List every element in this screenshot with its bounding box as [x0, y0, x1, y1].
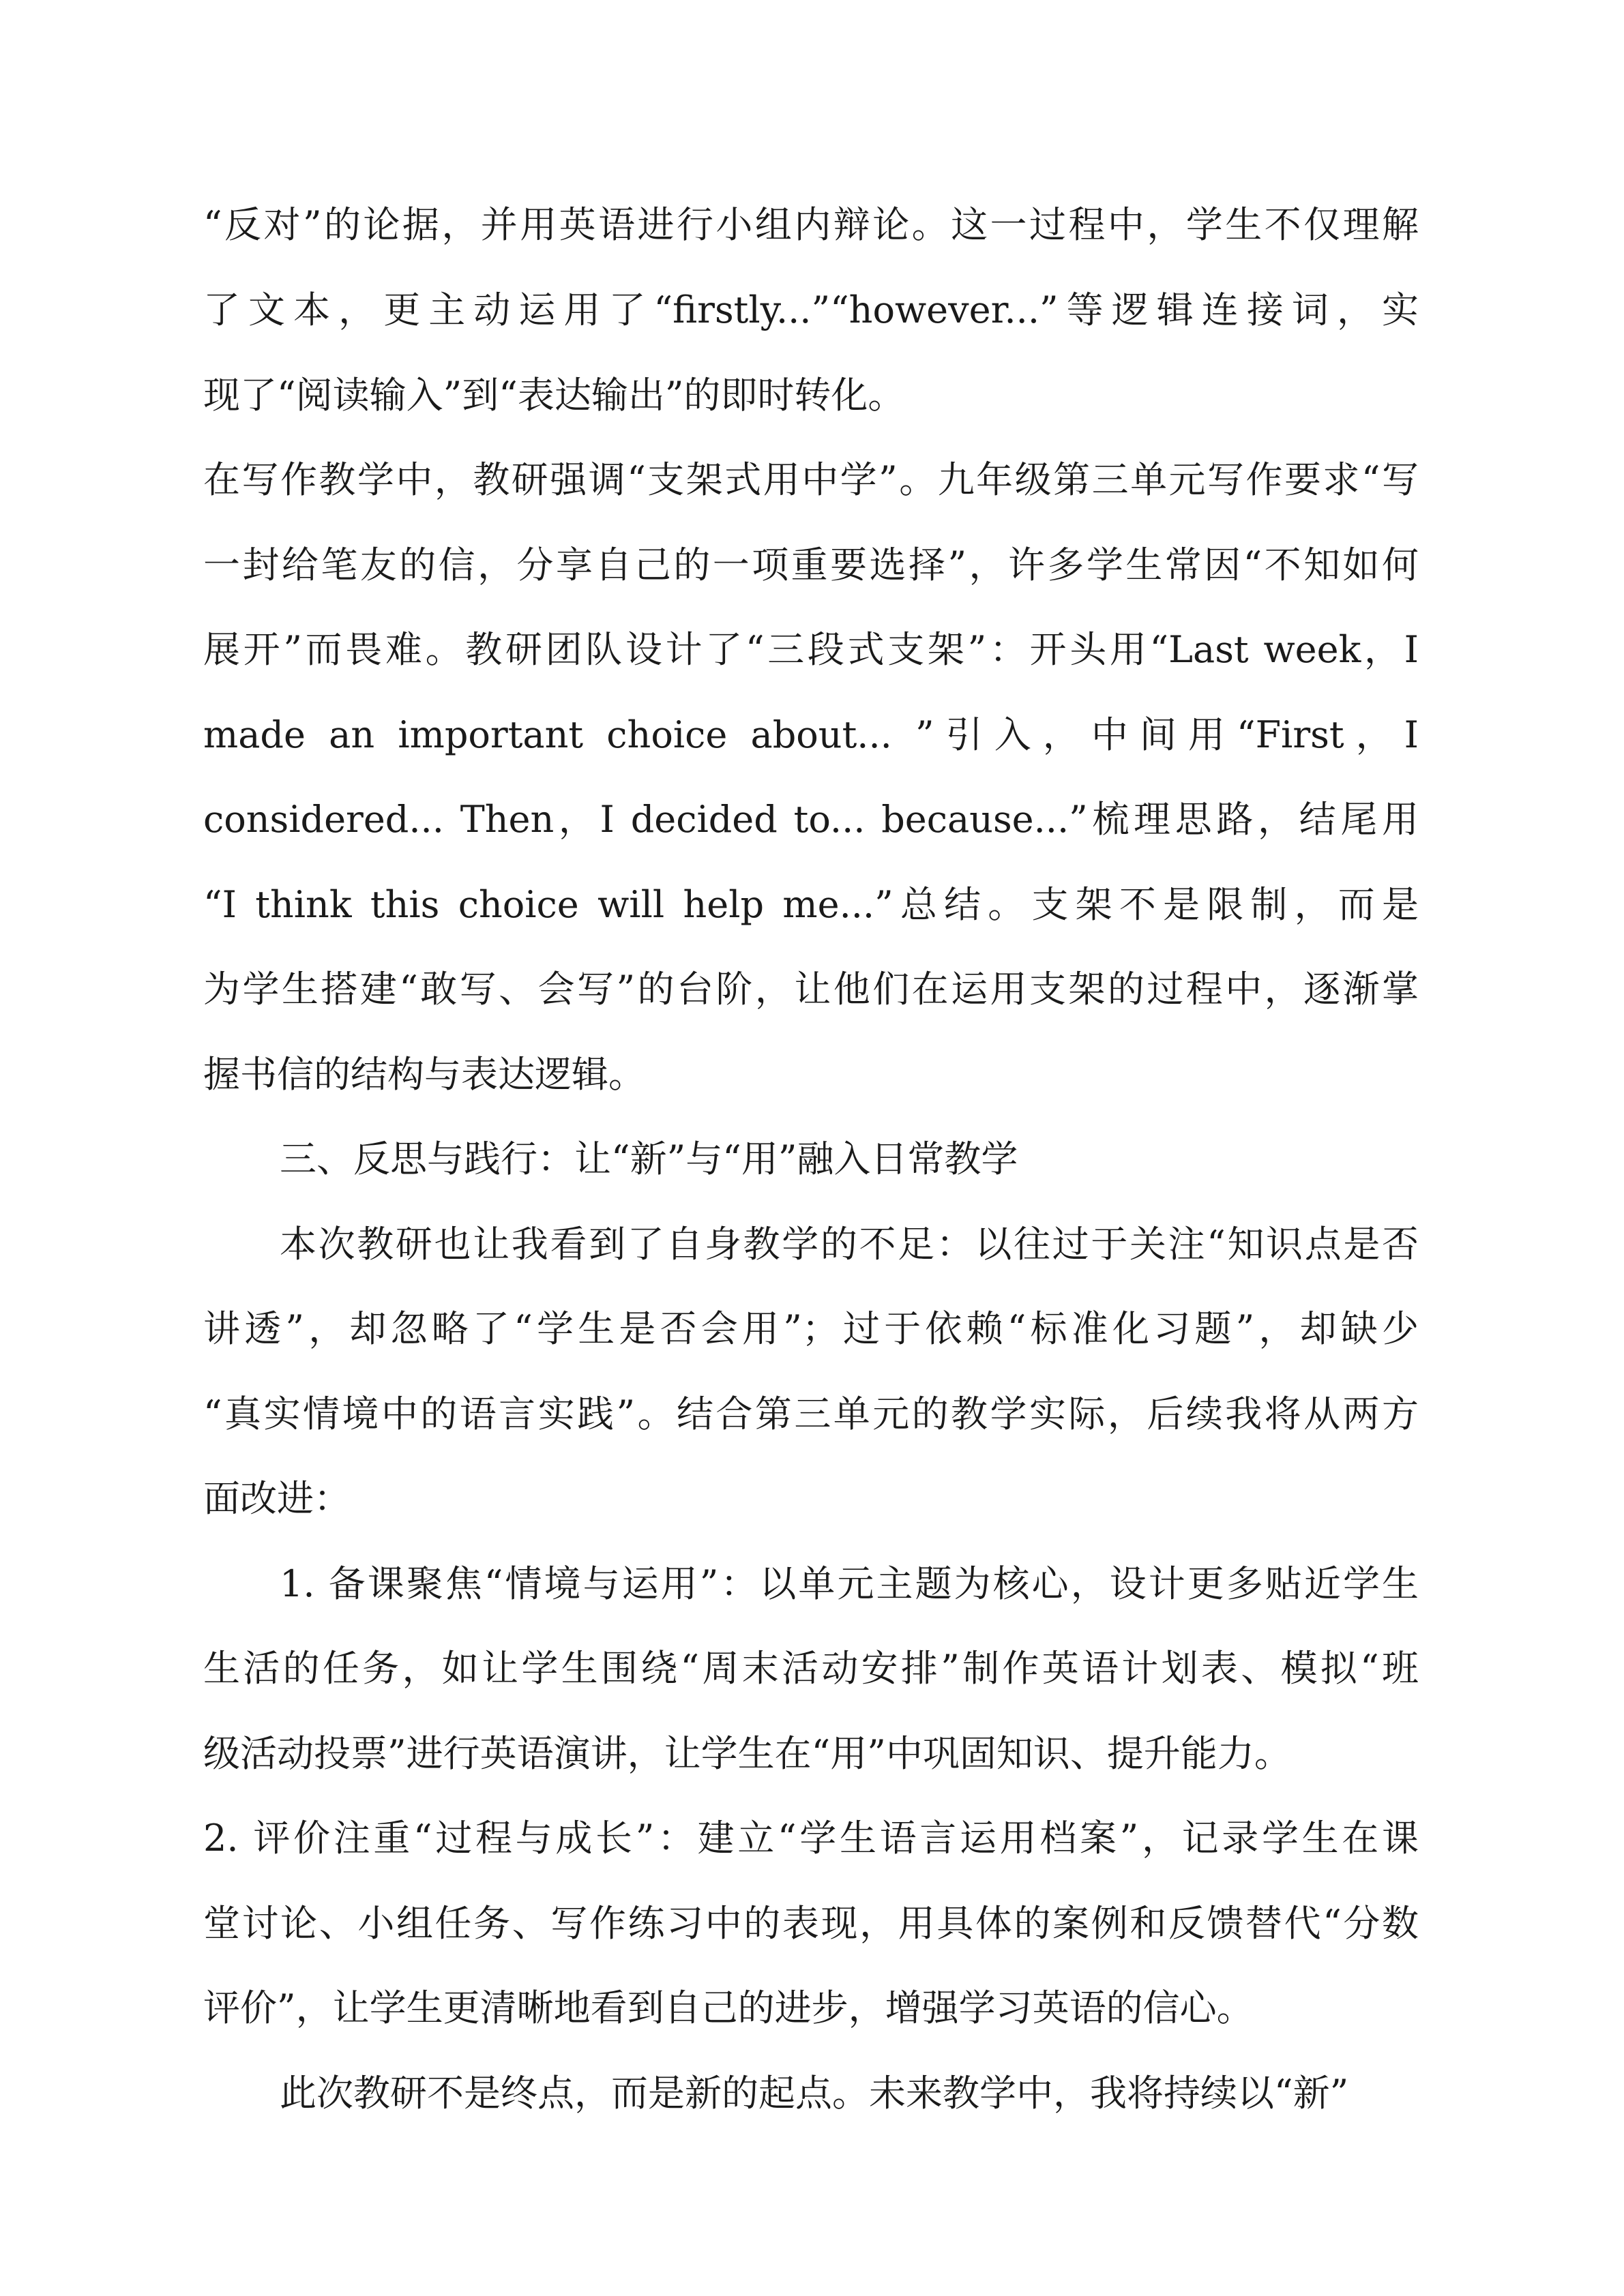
section-heading: 三、反思与践行：让“新”与“用”融入日常教学: [280, 1137, 1018, 1180]
text-line: 此次教研不是终点，而是新的起点。未来教学中，我将持续以“新”: [280, 2072, 1349, 2115]
text-line: 级活动投票”进行英语演讲，让学生在“用”中巩固知识、提升能力。: [203, 1732, 1291, 1775]
text-line: “反对”的论据，并用英语进行小组内辩论。这一过程中，学生不仅理解: [203, 203, 1419, 246]
text-line: “真实情境中的语言实践”。结合第三单元的教学实际，后续我将从两方: [203, 1392, 1419, 1435]
text-line: 现了“阅读输入”到“表达输出”的即时转化。: [203, 374, 905, 417]
text-line: 讲透”，却忽略了“学生是否会用”；过于依赖“标准化习题”，却缺少: [203, 1307, 1419, 1350]
text-line: considered... Then，I decided to... because...”梳理思路，结尾用: [203, 798, 1419, 841]
text-line: 生活的任务，如让学生围绕“周末活动安排”制作英语计划表、模拟“班: [203, 1647, 1419, 1690]
text-line: 评价”，让学生更清晰地看到自己的进步，增强学习英语的信心。: [203, 1986, 1254, 2029]
text-line: 堂讨论、小组任务、写作练习中的表现，用具体的案例和反馈替代“分数: [203, 1902, 1419, 1945]
text-line: “I think this choice will help me...”总结。支架不是限制，而是: [203, 883, 1419, 926]
text-line: 本次教研也让我看到了自身教学的不足：以往过于关注“知识点是否: [280, 1223, 1419, 1266]
list-item: 1. 备课聚焦“情境与运用”：以单元主题为核心，设计更多贴近学生: [280, 1562, 1419, 1605]
text-line: 展开”而畏难。教研团队设计了“三段式支架”：开头用“Last week，I: [203, 628, 1419, 671]
text-line: 在写作教学中，教研强调“支架式用中学”。九年级第三单元写作要求“写: [203, 458, 1419, 501]
text-line: made an important choice about... ”引入，中间用“First，I: [203, 713, 1419, 756]
text-line: 了文本，更主动运用了“firstly...”“however...”等逻辑连接词，实: [203, 288, 1419, 331]
text-line: 为学生搭建“敢写、会写”的台阶，让他们在运用支架的过程中，逐渐掌: [203, 968, 1419, 1011]
text-line: 面改进：: [203, 1477, 351, 1520]
text-line: 握书信的结构与表达逻辑。: [203, 1053, 645, 1096]
text-line: 一封给笔友的信，分享自己的一项重要选择”，许多学生常因“不知如何: [203, 543, 1419, 586]
list-item: 2. 评价注重“过程与成长”：建立“学生语言运用档案”，记录学生在课: [203, 1817, 1419, 1860]
